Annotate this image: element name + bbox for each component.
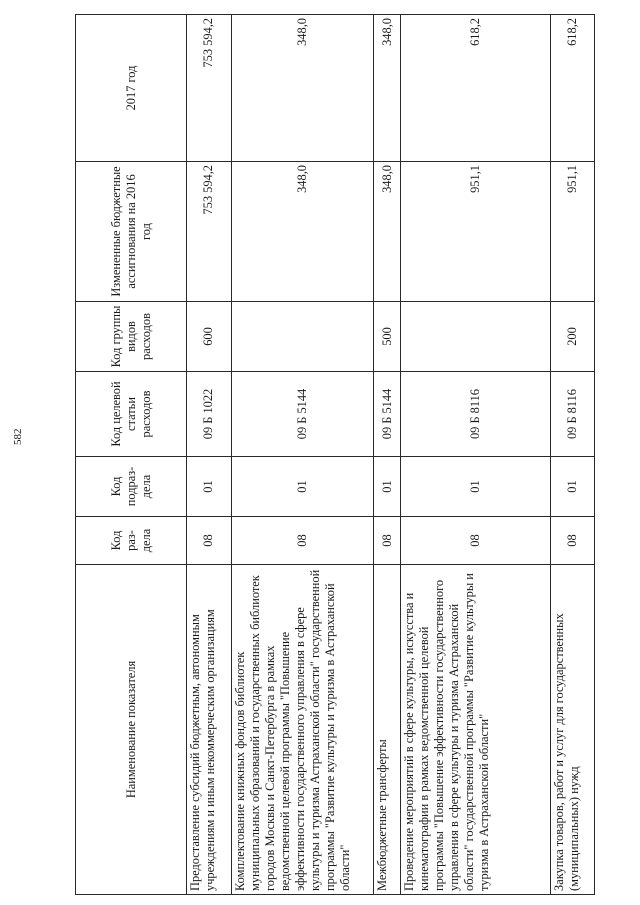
cell-name: Закупка товаров, работ и услуг для государственных (муниципальных) нужд <box>551 565 595 895</box>
cell-subsection: 01 <box>187 457 232 517</box>
cell-name: Проведение мероприятий в сфере культуры, искусства и кинематографии в рамках ведомственной целевой программы "Повышение эффективности государственного управления в сфере культуры и туризма Астраханской области" государственной программы "Развитие культуры и туризма в Астраханской области" <box>401 565 551 895</box>
cell-group: 500 <box>374 302 401 372</box>
table-row <box>231 15 374 895</box>
cell-subsection: 01 <box>231 457 374 517</box>
cell-group: 200 <box>551 302 595 372</box>
header-group: Код группы видов расходов <box>76 302 187 372</box>
cell-section: 08 <box>187 517 232 565</box>
header-changed: Измененные бюджетные ассигнования на 2016 год <box>76 162 187 302</box>
cell-changed: 951,1 <box>401 162 551 302</box>
cell-group: 600 <box>187 302 232 372</box>
page-number: 582 <box>12 428 24 445</box>
header-target: Код целевой статьи расходов <box>76 372 187 457</box>
header-name: Наименование показателя <box>76 565 187 895</box>
cell-changed: 951,1 <box>551 162 595 302</box>
cell-2017: 618,2 <box>551 15 595 162</box>
cell-section: 08 <box>231 517 374 565</box>
cell-target: 09 Б 5144 <box>231 372 374 457</box>
cell-changed: 348,0 <box>231 162 374 302</box>
cell-2017: 348,0 <box>231 15 374 162</box>
cell-target: 09 Б 5144 <box>374 372 401 457</box>
cell-name: Предоставление субсидий бюджетным, автономным учреждениям и иным некоммерческим организациям <box>187 565 232 895</box>
table-row <box>374 15 401 895</box>
table-row <box>401 15 551 895</box>
cell-group <box>231 302 374 372</box>
cell-changed: 753 594,2 <box>187 162 232 302</box>
cell-target: 09 Б 8116 <box>401 372 551 457</box>
rotated-table-wrapper <box>75 15 595 895</box>
table-row <box>551 15 595 895</box>
cell-2017: 618,2 <box>401 15 551 162</box>
cell-section: 08 <box>551 517 595 565</box>
cell-target: 09 Б 1022 <box>187 372 232 457</box>
cell-subsection: 01 <box>551 457 595 517</box>
header-section: Код раз-дела <box>76 517 187 565</box>
header-2017: 2017 год <box>76 15 187 162</box>
cell-name: Комплектование книжных фондов библиотек муниципальных образований и государственных библиотек городов Москвы и Санкт-Петербурга в рамках ведомственной целевой программы "Повышение эффективности государственного управления в сфере культуры и туризма Астраханской области" государственной программы "Развитие культуры и туризма в Астраханской области" <box>231 565 374 895</box>
header-row <box>76 15 187 895</box>
cell-changed: 348,0 <box>374 162 401 302</box>
header-subsection: Код подраз-дела <box>76 457 187 517</box>
cell-section: 08 <box>374 517 401 565</box>
cell-name: Межбюджетные трансферты <box>374 565 401 895</box>
table-row <box>187 15 232 895</box>
cell-group <box>401 302 551 372</box>
cell-subsection: 01 <box>374 457 401 517</box>
cell-target: 09 Б 8116 <box>551 372 595 457</box>
cell-2017: 348,0 <box>374 15 401 162</box>
budget-table <box>75 14 595 895</box>
cell-2017: 753 594,2 <box>187 15 232 162</box>
cell-subsection: 01 <box>401 457 551 517</box>
cell-section: 08 <box>401 517 551 565</box>
